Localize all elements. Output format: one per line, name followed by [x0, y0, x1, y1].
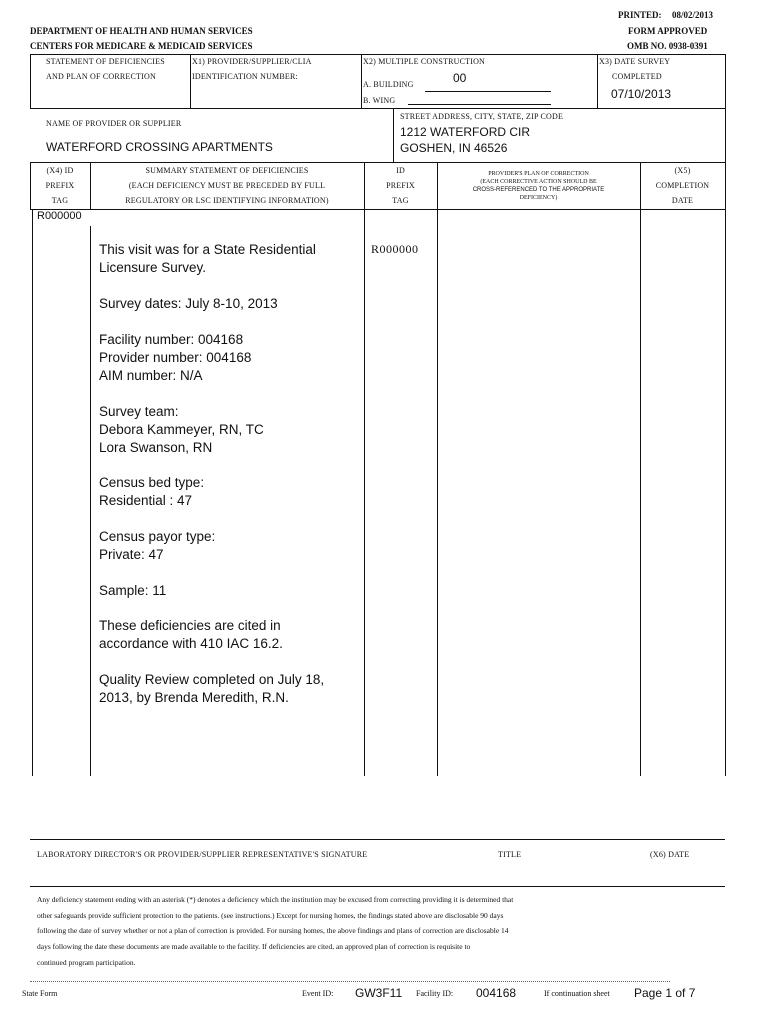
- building-label: A. BUILDING: [363, 80, 414, 89]
- col-x5-left: [640, 209, 641, 776]
- centers-name: CENTERS FOR MEDICARE & MEDICAID SERVICES: [30, 41, 253, 51]
- signature-title-label: TITLE: [498, 850, 522, 859]
- continuation-label: If continuation sheet: [544, 989, 610, 998]
- printed-date: 08/02/2013: [672, 10, 714, 20]
- x1-label-1: X1) PROVIDER/SUPPLIER/CLIA: [192, 57, 312, 66]
- page-number: Page 1 of 7: [634, 986, 696, 1000]
- facility-id-label: Facility ID:: [416, 989, 454, 998]
- x5-label-2: COMPLETION: [655, 181, 710, 190]
- disclaimer-line-1: Any deficiency statement ending with an asterisk (*) denotes a deficiency which the institution may be excused from correcting providing it is determined that: [37, 895, 514, 904]
- x2-label: X2) MULTIPLE CONSTRUCTION: [363, 57, 486, 66]
- address-label: STREET ADDRESS, CITY, STATE, ZIP CODE: [400, 112, 564, 121]
- survey-completed-date: 07/10/2013: [611, 87, 672, 101]
- department-name: DEPARTMENT OF HEALTH AND HUMAN SERVICES: [30, 26, 253, 36]
- summary-paragraph-3: Facility number: 004168 Provider number: 004168 AIM number: N/A: [99, 332, 252, 383]
- summary-label-1: SUMMARY STATEMENT OF DEFICIENCIES: [145, 166, 309, 175]
- disclaimer-line-5: continued program participation.: [37, 958, 136, 967]
- top-box-left-border: [30, 54, 31, 108]
- x4-label-2: PREFIX: [45, 181, 75, 190]
- x1-divider: [190, 54, 191, 108]
- disclaimer-line-2: other safeguards provide sufficient protection to the patients. (see instructions.) Except for nursing homes, the findings stated above are disclosable 90 days: [37, 911, 504, 920]
- provider-row-bottom: [30, 162, 725, 163]
- x4-label-3: TAG: [51, 196, 69, 205]
- signature-top-border: [30, 839, 725, 840]
- event-id-value: GW3F11: [355, 986, 403, 1000]
- building-underline: [425, 91, 551, 92]
- col-x4-left: [32, 209, 33, 776]
- building-value: 00: [453, 71, 467, 85]
- disclaimer-line-3: following the date of survey whether or not a plan of correction is provided. For nursing homes, the above findings and plans of correction are disclosable 14: [37, 926, 509, 935]
- summary-paragraph-6: Census payor type: Private: 47: [99, 529, 216, 562]
- col-id-left: [364, 209, 365, 776]
- footer-separator: [30, 981, 670, 982]
- wing-underline: [408, 104, 551, 105]
- tag-right: R000000: [371, 242, 419, 256]
- x3-label-2: COMPLETED: [612, 72, 662, 81]
- signature-bottom-border: [30, 886, 725, 887]
- provider-name-label: NAME OF PROVIDER OR SUPPLIER: [46, 119, 182, 128]
- event-id-label: Event ID:: [302, 989, 334, 998]
- summary-paragraph-1: This visit was for a State Residential Licensure Survey.: [99, 242, 316, 275]
- id-label-1: ID: [396, 166, 405, 175]
- omb-number: OMB NO. 0938-0391: [627, 41, 708, 51]
- address-line-1: 1212 WATERFORD CIR: [400, 125, 531, 139]
- x4-label-1: (X4) ID: [46, 166, 74, 175]
- col-summary-left: [90, 226, 91, 776]
- col-plan-left-header: [437, 162, 438, 209]
- x3-divider: [597, 54, 598, 108]
- signature-date-label: (X6) DATE: [650, 850, 690, 859]
- printed-label: PRINTED:: [618, 10, 662, 20]
- summary-label-3: REGULATORY OR LSC IDENTIFYING INFORMATION): [125, 196, 329, 205]
- signature-label: LABORATORY DIRECTOR'S OR PROVIDER/SUPPLIER REPRESENTATIVE'S SIGNATURE: [37, 850, 368, 859]
- plan-label-4: DEFICIENCY): [519, 195, 558, 201]
- col-right-header: [725, 162, 726, 209]
- col-plan-left: [437, 209, 438, 776]
- disclaimer-line-4: days following the date these documents are made available to the facility. If deficiencies are cited, an approved plan of correction is requisite to: [37, 942, 471, 951]
- top-box-left-bottom: [30, 108, 360, 109]
- id-label-3: TAG: [392, 196, 409, 205]
- plan-label-3: CROSS-REFERENCED TO THE APPROPRIATE: [472, 187, 605, 193]
- wing-label: B. WING: [363, 96, 396, 105]
- form-approved: FORM APPROVED: [628, 26, 708, 36]
- x3-label-1: X3) DATE SURVEY: [599, 57, 671, 66]
- plan-label-1: PROVIDER'S PLAN OF CORRECTION: [488, 171, 589, 177]
- x5-label-3: DATE: [671, 196, 694, 205]
- address-line-2: GOSHEN, IN 46526: [400, 141, 508, 155]
- provider-name: WATERFORD CROSSING APARTMENTS: [46, 140, 273, 154]
- summary-paragraph-9: Quality Review completed on July 18, 2013, by Brenda Meredith, R.N.: [99, 672, 325, 705]
- id-label-2: PREFIX: [386, 181, 415, 190]
- statement-label-2: AND PLAN OF CORRECTION: [46, 72, 156, 81]
- facility-id-value: 004168: [476, 986, 517, 1000]
- top-box-top-border: [30, 54, 725, 55]
- x1-label-2: IDENTIFICATION NUMBER:: [192, 72, 298, 81]
- tag-left: R000000: [37, 210, 82, 222]
- state-form-label: State Form: [22, 989, 58, 998]
- column-header-bottom: [30, 209, 725, 210]
- col-right: [725, 209, 726, 776]
- summary-paragraph-8: These deficiencies are cited in accordance with 410 IAC 16.2.: [99, 618, 283, 651]
- statement-label-1: STATEMENT OF DEFICIENCIES: [46, 57, 165, 66]
- summary-paragraph-7: Sample: 11: [99, 583, 167, 598]
- summary-paragraph-2: Survey dates: July 8-10, 2013: [99, 296, 278, 311]
- summary-paragraph-5: Census bed type: Residential : 47: [99, 475, 205, 508]
- summary-paragraph-4: Survey team: Debora Kammeyer, RN, TC Lora Swanson, RN: [99, 404, 264, 455]
- top-box-right-border: [725, 54, 726, 162]
- x5-label-1: (X5): [674, 166, 691, 175]
- top-box-right-bottom: [360, 108, 725, 109]
- address-divider: [393, 108, 394, 162]
- plan-label-2: (EACH CORRECTIVE ACTION SHOULD BE: [480, 179, 597, 185]
- x2-divider: [361, 54, 362, 108]
- summary-label-2: (EACH DEFICIENCY MUST BE PRECEDED BY FULL: [128, 181, 326, 190]
